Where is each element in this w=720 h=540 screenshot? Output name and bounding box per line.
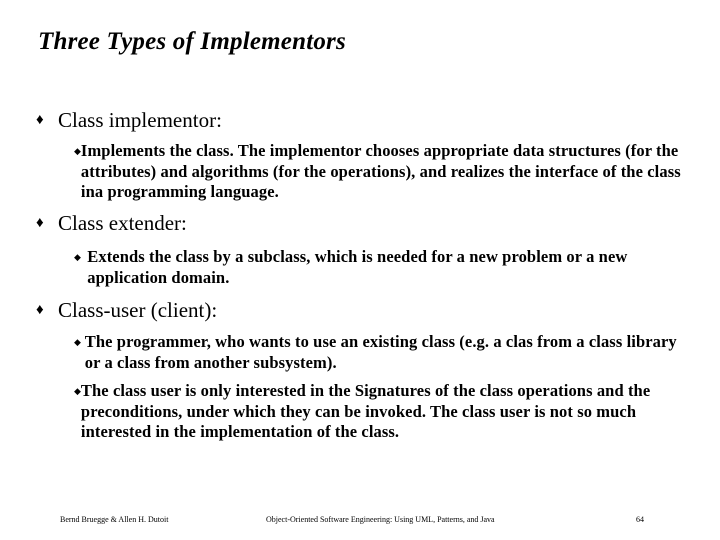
sub-bullet: [74, 381, 694, 443]
bullet-class-implementor: [36, 108, 222, 132]
sub-bullet-icon: ◆: [74, 386, 81, 396]
sub-bullet-icon: ◆: [74, 146, 81, 156]
bullet-label: Class extender:: [58, 211, 187, 235]
sub-bullet-text: Implements the class. The implementor chooses appropriate data structures (for the attributes) and algorithms (for the operations), and realizes the interface of the class ina programming language.: [80, 141, 681, 201]
bullet-class-extender: [36, 211, 187, 235]
sub-bullet-text: Extends the class by a subclass, which is needed for a new problem or a new application domain.: [87, 247, 628, 287]
sub-bullet-icon: ◆: [74, 337, 81, 347]
sub-bullet: [74, 141, 694, 203]
sub-bullet: [74, 247, 694, 288]
footer-page-number: 64: [636, 515, 644, 524]
diamond-bullet-icon: ♦: [36, 215, 44, 231]
bullet-label: Class implementor:: [58, 108, 222, 132]
footer-book: Object-Oriented Software Engineering: Using UML, Patterns, and Java: [266, 515, 495, 524]
diamond-bullet-icon: ♦: [36, 302, 44, 318]
sub-bullet-text: The class user is only interested in the Signatures of the class operations and the preconditions, under which they can be invoked. The class user is not so much interested in the implementation of the class.: [80, 381, 651, 441]
sub-bullet-icon: ◆: [74, 252, 81, 262]
sub-bullet-text: The programmer, who wants to use an existing class (e.g. a clas from a class library or a class from another subsystem).: [84, 332, 677, 372]
bullet-class-user: [36, 298, 217, 322]
footer-author: Bernd Bruegge & Allen H. Dutoit: [60, 515, 169, 524]
slide-title: Three Types of Implementors: [38, 28, 346, 55]
diamond-bullet-icon: ♦: [36, 112, 44, 128]
bullet-label: Class-user (client):: [58, 298, 218, 322]
sub-bullet: [74, 332, 694, 373]
